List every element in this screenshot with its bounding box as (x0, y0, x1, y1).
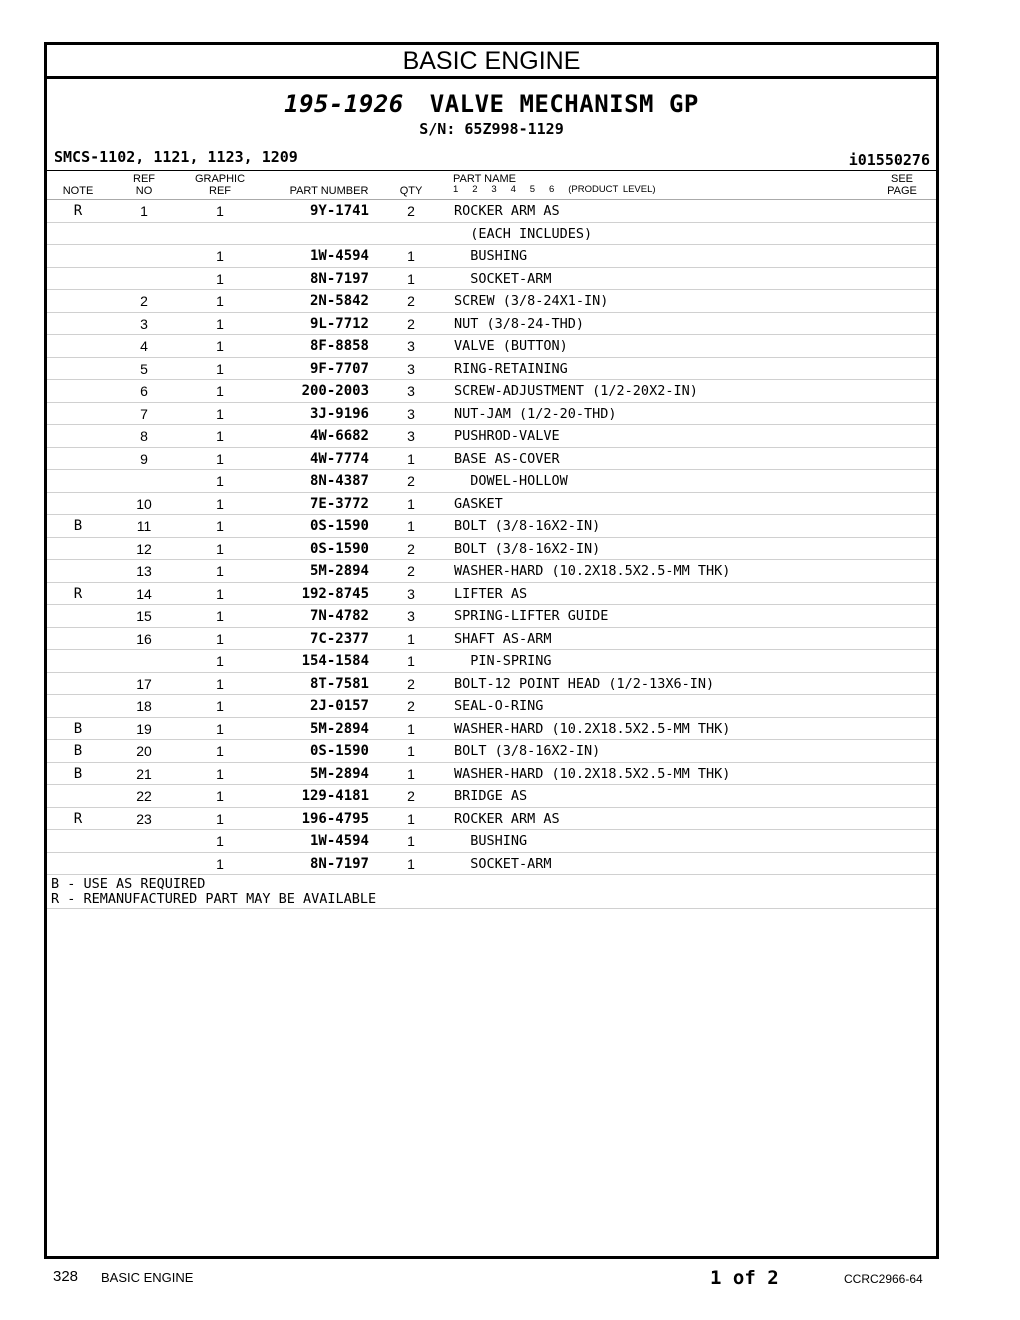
group-part-number: 195-1926 (284, 90, 404, 118)
header-qty: QTY (399, 185, 423, 197)
row-qty: 1 (407, 630, 415, 647)
row-ref-no: 1 (140, 203, 148, 219)
row-part-name: (EACH INCLUDES) (454, 225, 593, 242)
row-part-name: ROCKER ARM AS (454, 810, 560, 827)
row-part-name: PIN-SPRING (454, 653, 552, 669)
row-part-number: 4W-7774 (309, 450, 369, 467)
row-part-name: NUT (3/8-24-THD) (454, 315, 585, 332)
row-part-number: 7N-4782 (309, 608, 369, 624)
header-graphic-ref: GRAPHIC REF (194, 173, 246, 197)
row-qty: 1 (407, 855, 415, 872)
row-part-name: WASHER-HARD (10.2X18.5X2.5-MM THK) (454, 563, 731, 579)
row-ref-no: 9 (140, 450, 148, 467)
table-row (47, 853, 936, 876)
row-graphic-ref: 1 (216, 540, 224, 557)
section-title: BASIC ENGINE (47, 45, 936, 79)
row-part-number: 9L-7712 (309, 315, 369, 332)
row-part-number: 1W-4594 (309, 248, 369, 264)
table-row (47, 560, 936, 583)
footer-page-number: 328 (53, 1268, 79, 1285)
row-qty: 3 (407, 585, 415, 602)
row-graphic-ref: 1 (216, 855, 224, 872)
row-ref-no: 6 (140, 383, 148, 399)
row-graphic-ref: 1 (216, 360, 224, 377)
row-part-name: BUSHING (454, 833, 528, 849)
row-part-name: GASKET (454, 495, 503, 512)
row-note: B (73, 518, 83, 534)
row-part-name: VALVE (BUTTON) (454, 338, 568, 354)
serial-number: S/N: 65Z998-1129 (419, 120, 564, 138)
row-graphic-ref: 1 (216, 563, 224, 579)
header-part-name: PART NAME (453, 173, 516, 185)
row-part-number: 192-8745 (301, 585, 369, 602)
row-part-name: BOLT-12 POINT HEAD (1/2-13X6-IN) (454, 675, 715, 692)
row-ref-no: 20 (136, 743, 152, 759)
row-qty: 1 (407, 765, 415, 782)
row-graphic-ref: 1 (216, 405, 224, 422)
table-row (47, 808, 936, 831)
row-part-number: 3J-9196 (309, 405, 369, 422)
row-part-name: BRIDGE AS (454, 788, 528, 804)
row-part-name: BOLT (3/8-16X2-IN) (454, 540, 601, 557)
row-part-name: ROCKER ARM AS (454, 203, 560, 219)
header-note: NOTE (62, 185, 94, 197)
row-note: B (73, 765, 83, 782)
note-b: B - USE AS REQUIRED (51, 876, 206, 892)
row-part-number: 2J-0157 (309, 698, 369, 714)
table-row (47, 448, 936, 471)
row-part-number: 5M-2894 (309, 765, 369, 782)
table-row (47, 515, 936, 538)
row-part-name: WASHER-HARD (10.2X18.5X2.5-MM THK) (454, 720, 731, 737)
row-graphic-ref: 1 (216, 338, 224, 354)
row-part-number: 0S-1590 (309, 518, 369, 534)
row-qty: 1 (407, 495, 415, 512)
row-qty: 1 (407, 743, 415, 759)
row-qty: 1 (407, 248, 415, 264)
illustration-id: i01550276 (848, 151, 930, 169)
row-part-number: 0S-1590 (309, 540, 369, 557)
table-row (47, 628, 936, 651)
row-part-name: SEAL-O-RING (454, 698, 544, 714)
row-part-number: 4W-6682 (309, 428, 369, 444)
table-row (47, 785, 936, 808)
row-qty: 3 (407, 338, 415, 354)
row-qty: 3 (407, 383, 415, 399)
row-part-number: 7E-3772 (309, 495, 369, 512)
row-part-name: DOWEL-HOLLOW (454, 473, 568, 489)
row-graphic-ref: 1 (216, 270, 224, 287)
table-row (47, 290, 936, 313)
row-note: R (73, 203, 83, 219)
row-part-number: 200-2003 (301, 383, 369, 399)
row-part-name: SPRING-LIFTER GUIDE (454, 608, 609, 624)
row-qty: 1 (407, 518, 415, 534)
row-qty: 2 (407, 563, 415, 579)
row-qty: 2 (407, 315, 415, 332)
row-graphic-ref: 1 (216, 248, 224, 264)
row-ref-no: 12 (136, 540, 152, 557)
table-row (47, 403, 936, 426)
row-graphic-ref: 1 (216, 203, 224, 219)
row-graphic-ref: 1 (216, 383, 224, 399)
row-part-name: LIFTER AS (454, 585, 528, 602)
row-qty: 2 (407, 293, 415, 309)
row-part-name: SCREW (3/8-24X1-IN) (454, 293, 609, 309)
row-ref-no: 22 (136, 788, 152, 804)
row-graphic-ref: 1 (216, 675, 224, 692)
row-qty: 3 (407, 608, 415, 624)
row-qty: 1 (407, 450, 415, 467)
note-r: R - REMANUFACTURED PART MAY BE AVAILABLE (51, 891, 377, 907)
row-graphic-ref: 1 (216, 518, 224, 534)
table-row (47, 538, 936, 561)
table-row (47, 718, 936, 741)
table-row (47, 245, 936, 268)
row-note: B (73, 743, 83, 759)
row-part-name: BASE AS-COVER (454, 450, 560, 467)
row-ref-no: 18 (136, 698, 152, 714)
row-part-number: 2N-5842 (309, 293, 369, 309)
row-part-name: NUT-JAM (1/2-20-THD) (454, 405, 617, 422)
row-ref-no: 14 (136, 585, 152, 602)
row-graphic-ref: 1 (216, 698, 224, 714)
header-ref-no: REF NO (133, 173, 155, 197)
row-qty: 2 (407, 473, 415, 489)
row-part-number: 8N-7197 (309, 270, 369, 287)
parts-table-body (47, 200, 936, 875)
row-part-name: BOLT (3/8-16X2-IN) (454, 518, 601, 534)
row-qty: 1 (407, 720, 415, 737)
row-qty: 2 (407, 540, 415, 557)
row-part-name: RING-RETAINING (454, 360, 568, 377)
row-graphic-ref: 1 (216, 293, 224, 309)
row-ref-no: 23 (136, 810, 152, 827)
group-name: VALVE MECHANISM GP (429, 90, 699, 118)
row-graphic-ref: 1 (216, 495, 224, 512)
table-row (47, 313, 936, 336)
row-part-number: 8F-8858 (309, 338, 369, 354)
table-row (47, 200, 936, 223)
table-row (47, 583, 936, 606)
row-graphic-ref: 1 (216, 743, 224, 759)
row-qty: 1 (407, 810, 415, 827)
table-row (47, 830, 936, 853)
row-ref-no: 7 (140, 405, 148, 422)
row-graphic-ref: 1 (216, 653, 224, 669)
row-ref-no: 8 (140, 428, 148, 444)
row-part-number: 0S-1590 (309, 743, 369, 759)
table-row (47, 223, 936, 246)
row-ref-no: 4 (140, 338, 148, 354)
table-row (47, 358, 936, 381)
row-ref-no: 16 (136, 630, 152, 647)
table-row (47, 493, 936, 516)
row-part-name: WASHER-HARD (10.2X18.5X2.5-MM THK) (454, 765, 731, 782)
smcs-row (47, 144, 936, 171)
row-qty: 2 (407, 675, 415, 692)
row-ref-no: 3 (140, 315, 148, 332)
table-row (47, 763, 936, 786)
table-row (47, 470, 936, 493)
row-ref-no: 17 (136, 675, 152, 692)
row-graphic-ref: 1 (216, 428, 224, 444)
header-part-number: PART NUMBER (289, 185, 369, 197)
row-ref-no: 10 (136, 495, 152, 512)
row-note: B (73, 720, 83, 737)
row-ref-no: 13 (136, 563, 152, 579)
row-graphic-ref: 1 (216, 585, 224, 602)
footer-doc-code: CCRC2966-64 (844, 1272, 923, 1286)
row-part-number: 8N-7197 (309, 855, 369, 872)
row-graphic-ref: 1 (216, 630, 224, 647)
row-graphic-ref: 1 (216, 720, 224, 737)
row-qty: 2 (407, 788, 415, 804)
row-note: R (73, 810, 83, 827)
row-qty: 1 (407, 833, 415, 849)
group-title (47, 90, 936, 118)
row-ref-no: 19 (136, 720, 152, 737)
row-qty: 1 (407, 270, 415, 287)
row-qty: 3 (407, 405, 415, 422)
row-qty: 3 (407, 360, 415, 377)
row-graphic-ref: 1 (216, 608, 224, 624)
row-qty: 3 (407, 428, 415, 444)
row-part-name: SOCKET-ARM (454, 855, 552, 872)
row-part-name: SHAFT AS-ARM (454, 630, 552, 647)
footer-page-of: 1 of 2 (710, 1267, 779, 1289)
table-header (47, 171, 936, 200)
row-graphic-ref: 1 (216, 810, 224, 827)
row-ref-no: 11 (136, 518, 152, 534)
row-ref-no: 5 (140, 360, 148, 377)
table-row (47, 605, 936, 628)
row-part-name: PUSHROD-VALVE (454, 428, 560, 444)
parts-page-frame (44, 42, 939, 1259)
table-row (47, 673, 936, 696)
row-part-number: 9Y-1741 (309, 203, 369, 219)
row-part-name: SCREW-ADJUSTMENT (1/2-20X2-IN) (454, 383, 698, 399)
row-part-name: BUSHING (454, 248, 528, 264)
row-qty: 2 (407, 203, 415, 219)
row-graphic-ref: 1 (216, 788, 224, 804)
table-row (47, 268, 936, 291)
row-qty: 2 (407, 698, 415, 714)
row-part-number: 7C-2377 (309, 630, 369, 647)
header-see-page: SEE PAGE (887, 173, 917, 197)
table-row (47, 650, 936, 673)
header-product-level: 1 2 3 4 5 6 (PRODUCT LEVEL) (453, 184, 656, 195)
table-row (47, 380, 936, 403)
row-graphic-ref: 1 (216, 473, 224, 489)
smcs-codes: SMCS-1102, 1121, 1123, 1209 (54, 148, 298, 166)
row-part-number: 5M-2894 (309, 563, 369, 579)
table-row (47, 425, 936, 448)
row-ref-no: 15 (136, 608, 152, 624)
row-part-number: 8N-4387 (309, 473, 369, 489)
row-part-number: 129-4181 (301, 788, 369, 804)
table-row (47, 335, 936, 358)
row-ref-no: 21 (136, 765, 152, 782)
notes-legend (47, 875, 936, 909)
row-note: R (73, 585, 83, 602)
footer-section: BASIC ENGINE (101, 1270, 194, 1285)
row-graphic-ref: 1 (216, 765, 224, 782)
row-graphic-ref: 1 (216, 450, 224, 467)
row-ref-no: 2 (140, 293, 148, 309)
row-part-number: 9F-7707 (309, 360, 369, 377)
row-part-number: 5M-2894 (309, 720, 369, 737)
row-graphic-ref: 1 (216, 315, 224, 332)
row-part-number: 154-1584 (301, 653, 369, 669)
table-row (47, 695, 936, 718)
table-row (47, 740, 936, 763)
row-part-name: SOCKET-ARM (454, 270, 552, 287)
row-part-number: 8T-7581 (309, 675, 369, 692)
row-qty: 1 (407, 653, 415, 669)
row-part-name: BOLT (3/8-16X2-IN) (454, 743, 601, 759)
row-part-number: 196-4795 (301, 810, 369, 827)
row-graphic-ref: 1 (216, 833, 224, 849)
row-part-number: 1W-4594 (309, 833, 369, 849)
